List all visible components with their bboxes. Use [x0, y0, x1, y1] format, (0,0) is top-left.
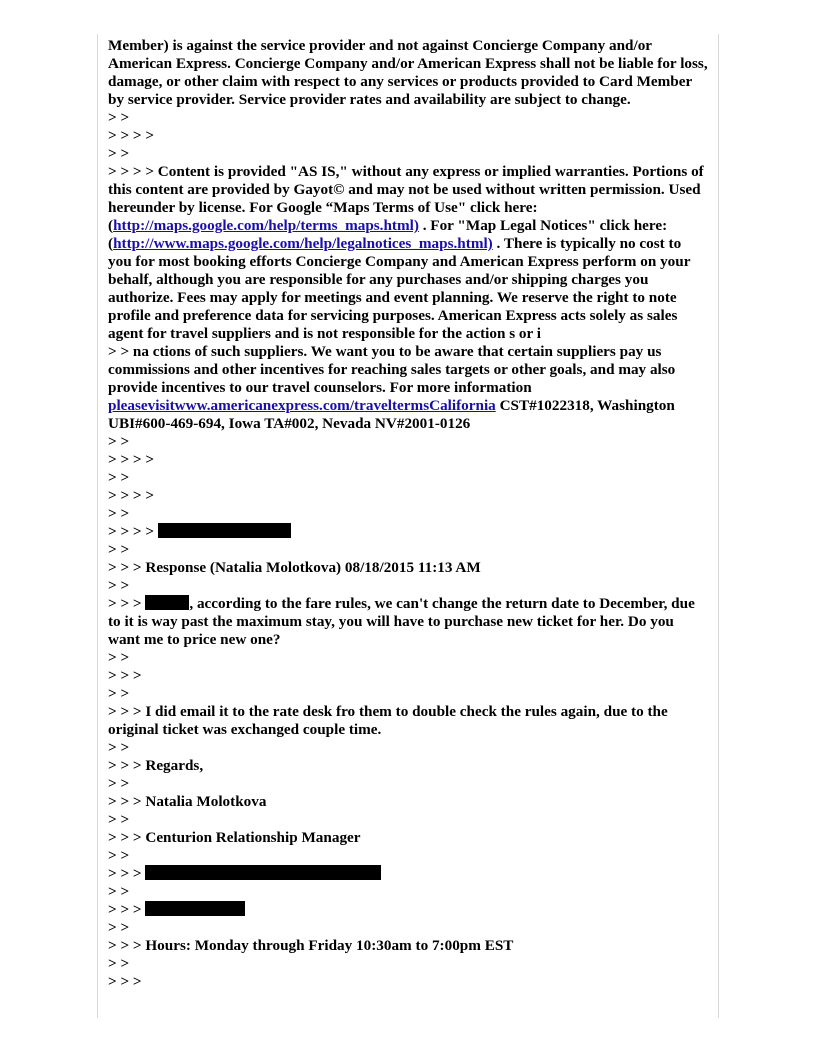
- quote-marker: > >: [108, 811, 130, 828]
- redaction-block: [158, 523, 291, 538]
- redacted-line: > > > >: [108, 523, 708, 541]
- quote-marker: > >: [108, 433, 130, 450]
- quote-marker: > > >: [108, 667, 142, 684]
- suppliers-paragraph: > > na ctions of such suppliers. We want you to be aware that certain suppliers pay us commissions and other incentives for reaching sales targets or other goals, and may also provide incentives to our travel counselors. For more information pleasevisitwww.americanexpress.com/traveltermsCalifornia CST#1022318, Washington UBI#600-469-694, Iowa TA#002, Nevada NV#2001-0126: [108, 343, 676, 432]
- quote-marker: > >: [108, 685, 130, 702]
- quote-marker: > >: [108, 847, 130, 864]
- quote-marker: > >: [108, 109, 130, 126]
- redacted-line: > > >: [108, 865, 708, 883]
- quote-marker: > >: [108, 145, 130, 162]
- quote-marker: > >: [108, 775, 130, 792]
- travel-terms-link[interactable]: pleasevisitwww.americanexpress.com/traveltermsCalifornia: [108, 397, 496, 414]
- redaction-block: [145, 901, 245, 916]
- maps-terms-link[interactable]: http://maps.google.com/help/terms_maps.html): [113, 217, 419, 234]
- legal-notices-link[interactable]: http://www.maps.google.com/help/legalnotices_maps.html): [113, 235, 493, 252]
- quote-marker: > >: [108, 577, 130, 594]
- quote-marker: > >: [108, 883, 130, 900]
- quote-marker: > >: [108, 505, 130, 522]
- disclaimer-paragraph: Member) is against the service provider and not against Concierge Company and/or American Express. Concierge Company and/or American Express shall not be liable for loss, damage, or other claim with respect to any services or products provided to Card Member by service provider. Service provider rates and availability are subject to change.: [108, 37, 708, 108]
- quote-marker: > >: [108, 739, 130, 756]
- email-body: [108, 37, 708, 991]
- redaction-block: [145, 595, 189, 610]
- signature-title: > > > Centurion Relationship Manager: [108, 829, 361, 846]
- redaction-block: [145, 865, 381, 880]
- hours-line: > > > Hours: Monday through Friday 10:30am to 7:00pm EST: [108, 937, 514, 954]
- quote-marker: > > > >: [108, 487, 155, 504]
- content-disclaimer: > > > > Content is provided "AS IS," without any express or implied warranties. Portions of this content are provided by Gayot© and may not be used without written permission. Used hereunder by license. For Google “Maps Terms of Use" click here: (http://maps.google.com/help/terms_maps.html) . For "Map Legal Notices" click here: (http://www.maps.google.com/help/legalnotices_maps.html) . There is typically no cost to you for most booking efforts Concierge Company and American Express perform on your behalf, although you are responsible for any purchases and/or shipping charges you authorize. Fees may apply for meetings and event planning. We reserve the right to note profile and preference data for servicing purposes. American Express acts solely as sales agent for travel suppliers and is not responsible for the action s or i: [108, 163, 704, 342]
- quote-marker: > >: [108, 919, 130, 936]
- signoff-regards: > > > Regards,: [108, 757, 204, 774]
- quote-marker: > >: [108, 469, 130, 486]
- response-header: > > > Response (Natalia Molotkova) 08/18/2015 11:13 AM: [108, 559, 481, 576]
- quote-marker: > >: [108, 541, 130, 558]
- rate-desk-message: > > > I did email it to the rate desk fro them to double check the rules again, due to the original ticket was exchanged couple time.: [108, 703, 668, 738]
- quote-marker: > > >: [108, 973, 142, 990]
- quote-marker: > > > >: [108, 451, 155, 468]
- quote-marker: > >: [108, 955, 130, 972]
- quote-marker: > >: [108, 649, 130, 666]
- signature-name: > > > Natalia Molotkova: [108, 793, 267, 810]
- redacted-line: > > >: [108, 901, 708, 919]
- fare-rules-message: > > > , according to the fare rules, we can't change the return date to December, due to it is way past the maximum stay, you will have to purchase new ticket for her. Do you want me to price new one?: [108, 595, 695, 648]
- quote-marker: > > > >: [108, 127, 155, 144]
